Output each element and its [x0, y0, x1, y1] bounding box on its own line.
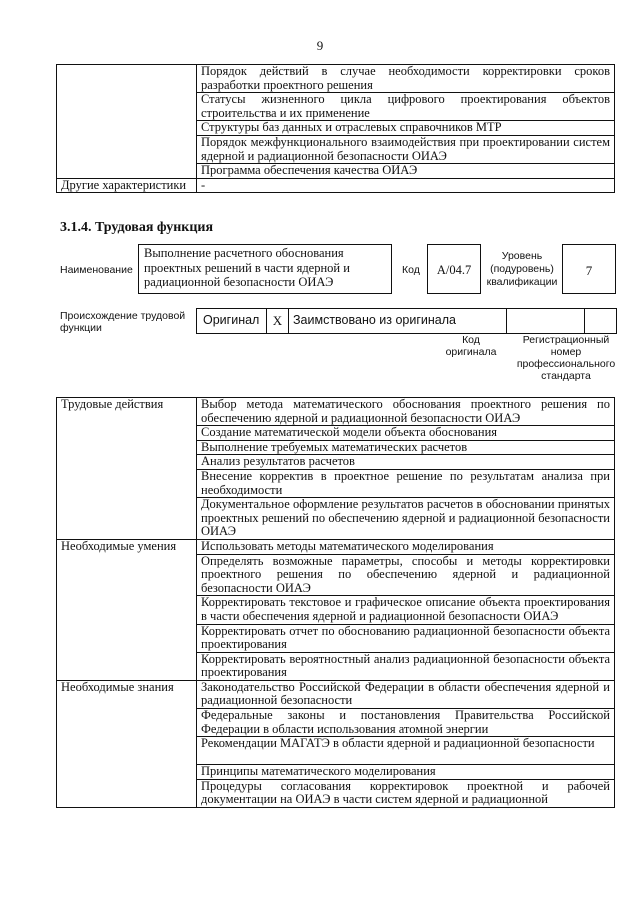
table-row: [57, 539, 615, 554]
labor-function-table: [56, 397, 615, 808]
list-item: Федеральные законы и постановления Правительства Российской Федерации в области использования атомной энергии: [197, 709, 615, 737]
original-label: Оригинал: [197, 309, 267, 334]
list-item: Анализ результатов расчетов: [197, 455, 615, 470]
level-value: 7: [585, 263, 593, 278]
knowledge-item: Порядок действий в случае необходимости корректировки сроков разработки проектного решения: [197, 65, 615, 93]
reg-number-caption: Регистрационный номер профессионального стандарта: [516, 334, 616, 382]
table-row: [57, 178, 615, 193]
name-label: Наименование: [60, 264, 133, 276]
section-title: 3.1.4. Трудовая функция: [60, 220, 214, 235]
origin-table: [196, 308, 617, 334]
list-item: Принципы математического моделирования: [197, 765, 615, 780]
list-item: Корректировать вероятностный анализ радиационной безопасности объекта проектирования: [197, 652, 615, 680]
function-code: А/04.7: [436, 263, 472, 277]
borrowed-label: Заимствовано из оригинала: [289, 309, 507, 334]
section-label: Необходимые умения: [57, 539, 197, 680]
list-item: Рекомендации МАГАТЭ в области ядерной и радиационной безопасности: [197, 737, 615, 765]
list-item: Определять возможные параметры, способы и методы корректировки проектного решения по обеспечению ядерной и радиационной безопасности ОИАЭ: [197, 554, 615, 596]
list-item: Использовать методы математического моделирования: [197, 539, 615, 554]
knowledge-item: Программа обеспечения качества ОИАЭ: [197, 164, 615, 179]
function-code-box: [427, 244, 481, 294]
list-item: Выполнение требуемых математических расчетов: [197, 440, 615, 455]
section-label: Необходимые знания: [57, 680, 197, 807]
list-item: Законодательство Российской Федерации в области обеспечения ядерной и радиационной безопасности: [197, 680, 615, 708]
list-item: Внесение корректив в проектное решение по результатам анализа при необходимости: [197, 469, 615, 497]
list-item: Корректировать отчет по обоснованию радиационной безопасности объекта проектирования: [197, 624, 615, 652]
list-item: Процедуры согласования корректировок проектной и рабочей документации на ОИАЭ в части систем ядерной и радиационной: [197, 779, 615, 807]
origin-label: Происхождение трудовой функции: [60, 310, 186, 334]
other-characteristics-value: -: [197, 178, 615, 193]
code-label: Код: [402, 264, 420, 276]
list-item: Выбор метода математического обоснования проектного решения по обеспечению ядерной и радиационной безопасности ОИАЭ: [197, 398, 615, 426]
level-box: [562, 244, 616, 294]
page-number: 9: [316, 38, 324, 53]
knowledge-item: Структуры баз данных и отраслевых справочников МТР: [197, 121, 615, 136]
empty-label-cell: [57, 65, 197, 179]
list-item: Создание математической модели объекта обоснования: [197, 426, 615, 441]
section-label: Трудовые действия: [57, 398, 197, 540]
table-row: [57, 65, 615, 93]
function-name: Выполнение расчетного обоснования проектных решений в части ядерной и радиационной безопасности ОИАЭ: [144, 246, 350, 289]
characteristics-table: [56, 64, 615, 193]
other-characteristics-label: Другие характеристики: [57, 178, 197, 193]
level-label: Уровень (подуровень) квалификации: [486, 250, 558, 288]
knowledge-item: Статусы жизненного цикла цифрового проектирования объектов строительства и их применение: [197, 93, 615, 121]
code-original-caption: Код оригинала: [445, 334, 497, 358]
reg-number-cell: [585, 309, 617, 334]
table-row: [57, 398, 615, 426]
table-row: [57, 680, 615, 708]
list-item: Корректировать текстовое и графическое описание объекта проектирования в части обеспечения ядерной и радиационной безопасности ОИАЭ: [197, 596, 615, 624]
code-original-cell: [507, 309, 585, 334]
knowledge-item: Порядок межфункционального взаимодействия при проектировании систем ядерной и радиационной безопасности ОИАЭ: [197, 135, 615, 163]
function-name-box: [138, 244, 392, 294]
list-item: Документальное оформление результатов расчетов в обосновании принятых проектных решений по обеспечению ядерной и радиационной безопасности ОИАЭ: [197, 498, 615, 540]
original-mark: X: [267, 309, 289, 334]
